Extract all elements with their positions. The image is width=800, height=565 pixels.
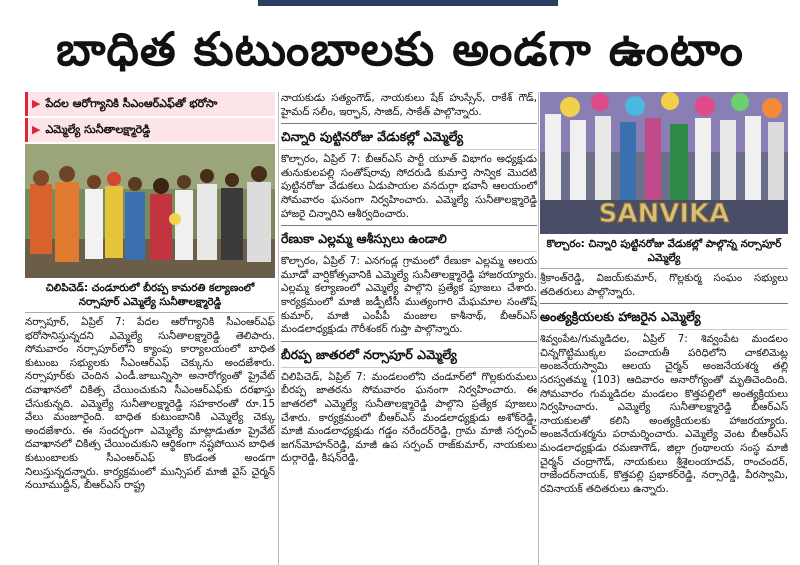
section-heading: బీరప్ప జాతరలో నర్సాపూర్ ఎమ్మెల్యే [281,341,537,368]
bullet-text: పేదల ఆరోగ్యానికి సీఎంఆర్ఎఫ్‌తో భరోసా [45,97,218,111]
page-headline: బాధిత కుటుంబాలకు అండగా ఉంటాం [56,22,744,76]
article-body: నర్సాపూర్, ఏప్రిల్ 7: పేదల ఆరోగ్యానికి సీఎంఆర్ఎఫ్ భరోసానిస్తున్నదని ఎమ్మెల్యే సునీతాలక్ష్మారెడ్డి తెలిపారు. సోమవారం నర్సాపూర్‌లోని క్యాంపు కార్యాలయంలో బాధిత కుటుంబ సభ్యులకు సీఎంఆర్ఎఫ్ చెక్కును అందజేశారు. నర్సాపూర్‌కు చెందిన ఎండీ.జాబున్నిసా అనారోగ్యంతో ప్రైవేట్ దవాఖానలో చికిత్స చేయించుకుని సీఎంఆర్ఎఫ్‌కు దరఖాస్తు చేసుకున్నది. ఎమ్మెల్యే సునీతాలక్ష్మారెడ్డి సహకారంతో రూ.15 వేలు మంజూరైంది. బాధిత కుటుంబానికి ఎమ్మెల్యే చెక్కు అందజేశారు. ఈ సందర్భంగా ఎమ్మెల్యే మాట్లాడుతూ ప్రైవేట్ దవాఖానలో చికిత్స చేయించుకుని ఆర్థికంగా నష్టపోయిన బాధిత కుటుంబాలకు సీఎంఆర్ఎఫ్ కొండంత అండగా నిలుస్తున్నదన్నారు. కార్యక్రమంలో మున్సిపల్ మాజీ వైస్ చైర్మన్ నయీముద్దీన్, బీఆర్ఎస్ రాష్ట్ర [25,316,275,492]
highlight-bullet [25,118,275,142]
triangle-bullet-icon: ▶ [32,97,41,111]
article-body: చిలిపిచెడ్, ఏప్రిల్ 7: మండలంలోని చండూర్‌లో గొల్లకురుమలు బీరప్ప జాతరను సోమవారం ఘనంగా నిర్వహించారు. ఈ జాతరలో ఎమ్మెల్యే సునీతాలక్ష్మారెడ్డి పాల్గొని ప్రత్యేక పూజలు చేశారు. కార్యక్రమంలో బీఆర్ఎస్ మండలాధ్యక్షుడు అశోక్‌రెడ్డి, మాజీ మండలాధ్యక్షుడు గడ్డం నరేందర్‌రెడ్డి, గ్రామ మాజీ సర్పంచ్ జగన్‌మోహన్‌రెడ్డి, మాజీ ఉప సర్పంచ్ రాజ్‌కుమార్, నాయకులు దుర్గారెడ్డి, కిషన్‌రెడ్డి, [281,370,537,465]
article-body: కొల్చారం, ఏప్రిల్ 7: ఎనగండ్ల గ్రామంలో రేణుకా ఎల్లమ్మ ఆలయ మూడో వార్షికోత్సవానికి ఎమ్మెల్యే సునీతాలక్ష్మారెడ్డి హాజరయ్యారు. ఎల్లమ్మ కల్యాణంలో ఎమ్మెల్యే పాల్గొని ప్రత్యేక పూజలు చేశారు. కార్యక్రమంలో మాజీ జడ్పీటీసీ ముత్యంగారి మేఘమాల సంతోష్ కుమార్, మాజీ ఎంపీపీ మంజుల కాశీనాథ్, బీఆర్ఎస్ మండలాధ్యక్షుడు గౌరీశంకర్ గుప్తా పాల్గొన్నారు. [281,255,537,336]
article-body: శివ్వంపేట/గుమ్మడిదల, ఏప్రిల్ 7: శివ్వంపేట మండలం చిన్నగొట్టిముక్కల పంచాయతీ పరిధిలోని చాకలిమెట్ల అంజనేయస్వామి ఆలయ చైర్మన్ అంజనేయశర్మ తల్లి సరస్వతమ్మ (103) ఆదివారం అనారోగ్యంతో మృతిచెందింది. సోమవారం గుమ్మడిదల మండలం కొత్తపల్లిలో అంత్యక్రియలు నిర్వహించారు. ఎమ్మెల్యే సునీతాలక్ష్మారెడ్డి బీఆర్ఎస్ నాయకులతో కలిసి అంత్యక్రియలకు హాజరయ్యారు. అంజనేయశర్మను పరామర్శించారు. ఎమ్మెల్యే వెంట బీఆర్ఎస్ మండలాధ్యక్షుడు రమణాగౌడ్, జిల్లా గ్రంథాలయ సంస్థ మాజీ చైర్మన్ చంద్రాగౌడ్, నాయకులు శ్రీశైలంయాదవ్, రాంచందర్, రాజేందర్‌నాయక్, కొత్తపల్లి ప్రభాకర్‌రెడ్డి, నర్సారెడ్డి, వీరస్వామి, రవినాయక్ తదితరులు ఉన్నారు. [540,333,788,495]
article-body: కొల్చారం, ఏప్రిల్ 7: బీఆర్ఎస్ పార్టీ యూత్ విభాగం అధ్యక్షుడు తునుకులపల్లి సంతోష్‌రావు సోదరుడి కుమార్తె సాన్విక మొదటి పుట్టినరోజు వేడుకలు ఏడుపాయల వనదుర్గా భవానీ ఆలయంలో సోమవారం ఘనంగా నిర్వహించారు. ఎమ్మెల్యే సునీతాలక్ష్మారెడ్డి హాజరై చిన్నారిని ఆశీర్వదించారు. [281,153,537,220]
top-bar [258,0,558,6]
section-heading: రేణుకా ఎల్లమ్మ ఆశీస్సులు ఉండాలి [281,225,537,252]
section-heading: చిన్నారి పుట్టినరోజు వేడుకల్లో ఎమ్మెల్యే [281,123,537,150]
highlight-bullet [25,92,275,116]
column-divider [538,92,539,565]
photo-caption: చిలిపిచెడ్: చండూరులో బీరప్ప కామరతి కల్యాణంలో నర్సాపూర్ ఎమ్మెల్యే సునీతాలక్ష్మారెడ్డి [25,278,275,313]
sanvika-banner: SANVIKA [598,199,730,229]
photo-caption: కొల్చారం: చిన్నారి పుట్టినరోజు వేడుకల్లో పాల్గొన్న నర్సాపూర్ ఎమ్మెల్యే [540,234,788,269]
column-left [25,92,275,565]
article-continuation: నాయకుడు సత్యంగౌడ్, నాయకులు షేక్ హుస్సేన్, రాకేశ్ గౌడ్, హైమద్ సలీం, ఇర్ఫాన్, సాజిద్, సాకేత్ పాల్గొన్నారు. [281,92,537,118]
triangle-bullet-icon: ▶ [32,123,41,137]
bullet-text: ఎమ్మెల్యే సునీతాలక్ష్మారెడ్డి [45,123,151,137]
column-divider [278,92,279,565]
article-continuation: శ్రీకాంత్‌రెడ్డి, విజయ్‌కుమార్, గొల్లకుర్మ సంఘం సభ్యులు తదితరులు పాల్గొన్నారు. [540,272,788,298]
section-heading: అంత్యక్రియలకు హాజరైన ఎమ్మెల్యే [540,303,788,330]
column-right [540,92,788,565]
ceremony-photo [25,144,275,278]
birthday-photo [540,92,788,234]
column-middle [281,92,537,565]
